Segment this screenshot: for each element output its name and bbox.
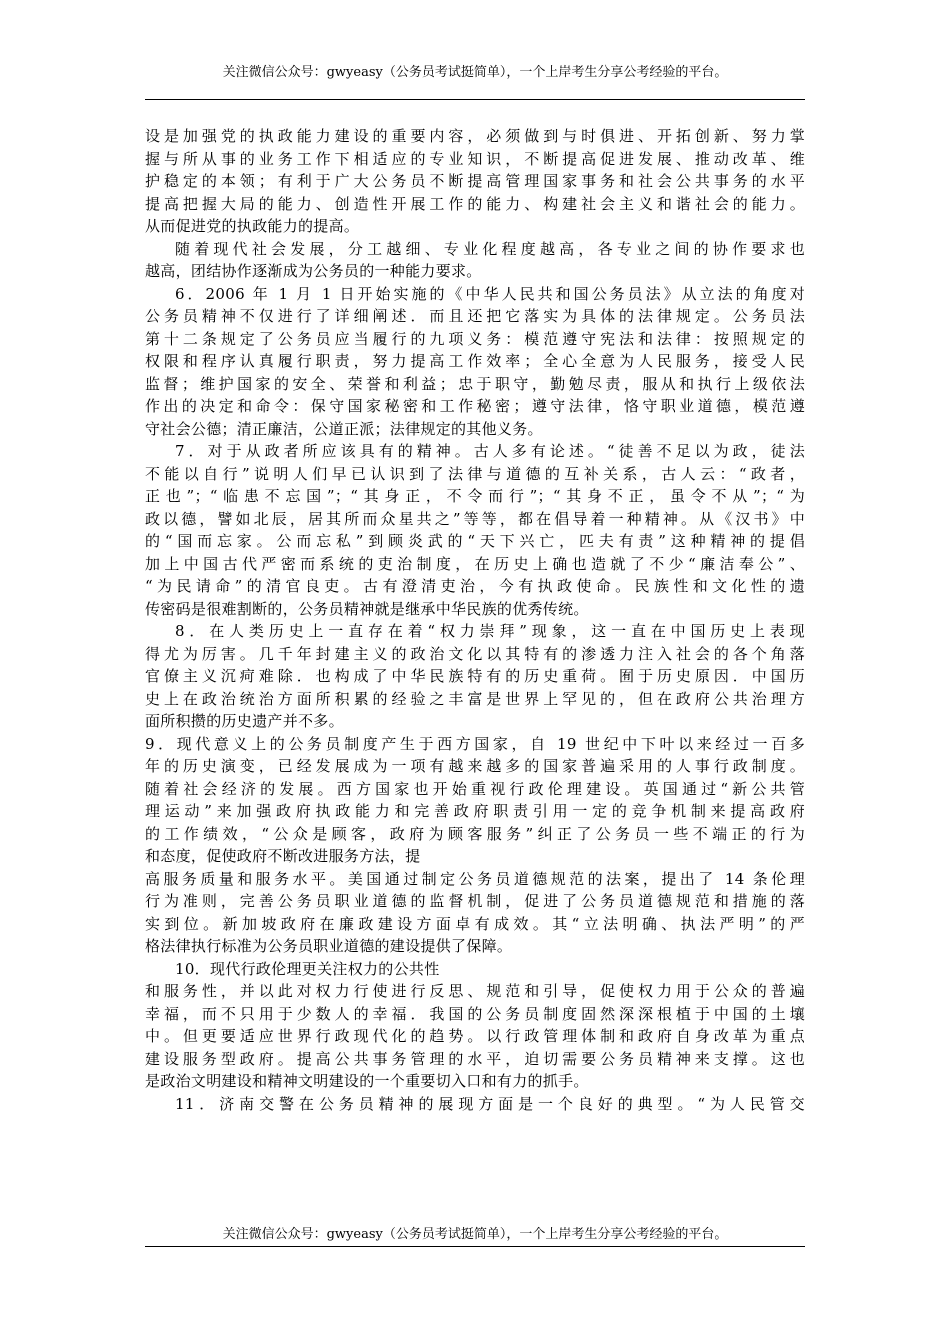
text-line: 随着社会经济的发展。西方国家也开始重视行政伦理建设。英国通过“新公共管 bbox=[145, 779, 805, 798]
text-line: 传密码是很难割断的，公务员精神就是继承中华民族的优秀传统。 bbox=[145, 599, 589, 618]
text-line: 权限和程序认真履行职责，努力提高工作效率；全心全意为人民服务，接受人民 bbox=[145, 352, 805, 370]
text-line: 第十二条规定了公务员应当履行的九项义务：模范遵守宪法和法律：按照规定的 bbox=[145, 329, 805, 348]
text-line: 实到位。新加坡政府在廉政建设方面卓有成效。其“立法明确、执法严明”的严 bbox=[145, 914, 805, 933]
text-line: 正也”；“临患不忘国”；“其身正，不令而行”；“其身不正，虽令不从”；“为 bbox=[145, 487, 805, 505]
text-line: 10．现代行政伦理更关注权力的公共性 bbox=[175, 959, 440, 978]
text-line: 和态度，促使政府不断改进服务方法，提 bbox=[145, 847, 421, 865]
text-line: 面所积攒的历史遗产并不多。 bbox=[145, 712, 344, 730]
text-line: 守社会公德；清正廉洁，公道正派；法律规定的其他义务。 bbox=[145, 419, 543, 438]
text-line: “为民请命”的清官良吏。古有澄清吏治，今有执政使命。民族性和文化性的遗 bbox=[145, 577, 805, 595]
text-line: 中。但更要适应世界行政现代化的趋势。以行政管理体制和政府自身改革为重点 bbox=[145, 1027, 805, 1045]
text-line: 政以德，譬如北辰，居其所而众星共之”等等，都在倡导着一种精神。从《汉书》中 bbox=[145, 509, 805, 528]
text-line: 建设服务型政府。提高公共事务管理的水平，迫切需要公务员精神来支撑。这也 bbox=[145, 1049, 805, 1068]
text-line: 护稳定的本领；有利于广大公务员不断提高管理国家事务和社会公共事务的水平 bbox=[145, 172, 805, 190]
text-line: 和服务性，并以此对权力行使进行反思、规范和引导，促使权力用于公众的普遍 bbox=[145, 982, 805, 1000]
text-line: 8．在人类历史上一直存在着“权力崇拜”现象，这一直在中国历史上表现 bbox=[175, 622, 805, 640]
text-line: 不能以自行”说明人们早已认识到了法律与道德的互补关系，古人云：“政者， bbox=[145, 464, 805, 483]
text-line: 越高，团结协作逐渐成为公务员的一种能力要求。 bbox=[145, 262, 482, 280]
text-line: 9．现代意义上的公务员制度产生于西方国家，自 19 世纪中下叶以来经过一百多 bbox=[145, 734, 805, 753]
text-line: 11．济南交警在公务员精神的展现方面是一个良好的典型。“为人民管交 bbox=[175, 1094, 805, 1113]
text-line: 是政治文明建设和精神文明建设的一个重要切入口和有力的抓手。 bbox=[145, 1072, 589, 1090]
page-header: 关注微信公众号：gwyeasy（公务员考试挺简单），一个上岸考生分享公考经验的平台。 bbox=[222, 65, 728, 80]
text-line: 随着现代社会发展，分工越细、专业化程度越高，各专业之间的协作要求也 bbox=[175, 239, 805, 258]
text-line: 史上在政治统治方面所积累的经验之丰富是世界上罕见的，但在政府公共治理方 bbox=[145, 689, 805, 708]
text-line: 格法律执行标准为公务员职业道德的建设提供了保障。 bbox=[145, 937, 513, 955]
footer-rule bbox=[145, 1246, 805, 1247]
text-line: 年的历史演变，已经发展成为一项有越来越多的国家普遍采用的人事行政制度。 bbox=[145, 757, 805, 775]
text-line: 6．2006 年 1 月 1 日开始实施的《中华人民共和国公务员法》从立法的角度对 bbox=[175, 284, 805, 303]
text-line: 官僚主义沉疴难除．也构成了中华民族特有的历史重荷。囿于历史原因．中国历 bbox=[145, 667, 805, 685]
text-line: 高服务质量和服务水平。美国通过制定公务员道德规范的法案，提出了 14 条伦理 bbox=[145, 869, 805, 888]
text-line: 作出的决定和命令：保守国家秘密和工作秘密；遵守法律，恪守职业道德，模范遵 bbox=[145, 397, 805, 415]
text-line: 设是加强党的执政能力建设的重要内容，必须做到与时俱进、开拓创新、努力掌 bbox=[145, 127, 805, 145]
text-line: 提高把握大局的能力、创造性开展工作的能力、构建社会主义和谐社会的能力。 bbox=[145, 194, 805, 213]
text-line: 从而促进党的执政能力的提高。 bbox=[145, 217, 360, 235]
page-footer: 关注微信公众号：gwyeasy（公务员考试挺简单），一个上岸考生分享公考经验的平台。 bbox=[222, 1227, 728, 1242]
text-line: 7．对于从政者所应该具有的精神。古人多有论述。“徒善不足以为政，徒法 bbox=[175, 442, 805, 460]
text-line: 得尤为厉害。几千年封建主义的政治文化以其特有的渗透力注入社会的各个角落 bbox=[145, 644, 805, 663]
text-line: 加上中国古代严密而系统的吏治制度，在历史上确也造就了不少“廉洁奉公”、 bbox=[145, 554, 805, 573]
text-line: 的“国而忘家。公而忘私”到顾炎武的“天下兴亡，匹夫有责”这种精神的提倡 bbox=[145, 532, 805, 550]
body-text bbox=[145, 125, 805, 1115]
text-line: 幸福，而不只用于少数人的幸福．我国的公务员制度固然深深根植于中国的土壤 bbox=[145, 1004, 805, 1023]
text-line: 握与所从事的业务工作下相适应的专业知识，不断提高促进发展、推动改革、维 bbox=[145, 149, 805, 168]
text-line: 公务员精神不仅进行了详细阐述．而且还把它落实为具体的法律规定。公务员法 bbox=[145, 307, 805, 325]
text-line: 的工作绩效，“公众是顾客，政府为顾客服务”纠正了公务员一些不端正的行为 bbox=[145, 824, 805, 843]
header-rule bbox=[145, 99, 805, 100]
text-line: 行为准则，完善公务员职业道德的监督机制，促进了公务员道德规范和措施的落 bbox=[145, 892, 805, 910]
text-line: 监督；维护国家的安全、荣誉和利益；忠于职守，勤勉尽责，服从和执行上级依法 bbox=[145, 374, 805, 393]
text-line: 理运动”来加强政府执政能力和完善政府职责引用一定的竞争机制来提高政府 bbox=[145, 802, 805, 820]
